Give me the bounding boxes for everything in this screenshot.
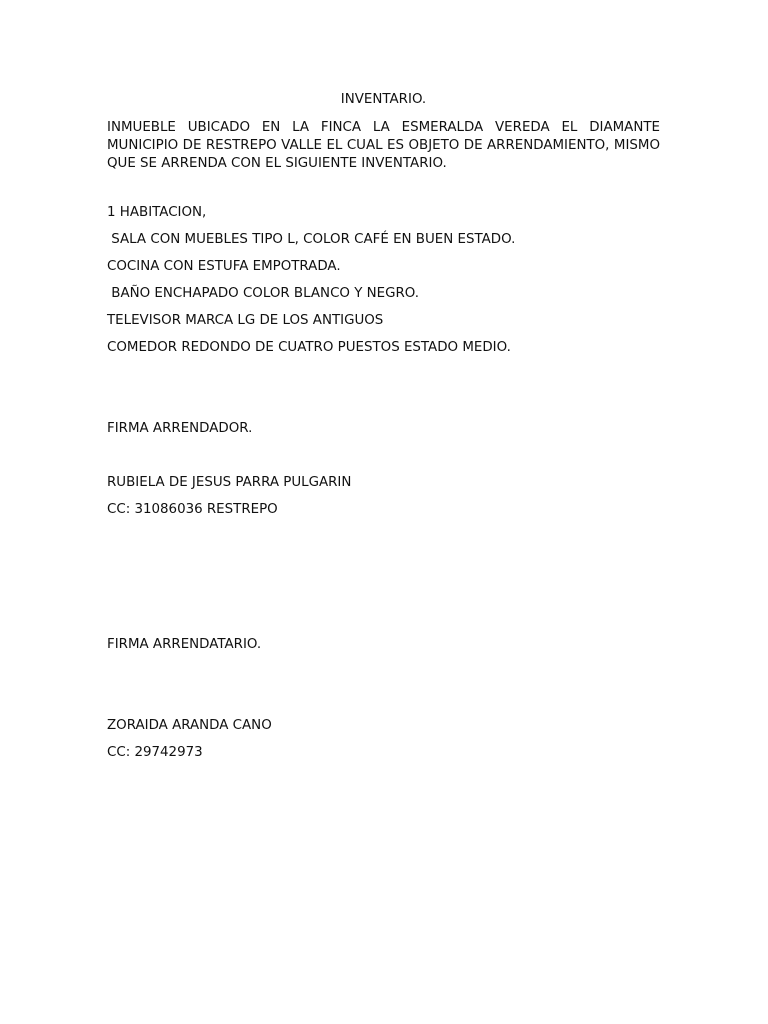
inventory-item: TELEVISOR MARCA LG DE LOS ANTIGUOS: [107, 313, 384, 328]
landlord-name: RUBIELA DE JESUS PARRA PULGARIN: [107, 475, 352, 490]
document-title: INVENTARIO.: [340, 92, 427, 107]
inventory-item: BAÑO ENCHAPADO COLOR BLANCO Y NEGRO.: [107, 286, 420, 301]
document-page: [107, 90, 660, 766]
landlord-id: CC: 31086036 RESTREPO: [107, 502, 278, 517]
tenant-name: ZORAIDA ARANDA CANO: [107, 718, 272, 733]
tenant-signature-block: [107, 631, 660, 766]
inventory-item: SALA CON MUEBLES TIPO L, COLOR CAFÉ EN BUEN ESTADO.: [107, 232, 516, 247]
spacer: [107, 361, 660, 415]
tenant-signature-label: FIRMA ARRENDATARIO.: [107, 637, 262, 652]
tenant-id: CC: 29742973: [107, 745, 203, 760]
inventory-item: 1 HABITACION,: [107, 205, 207, 220]
spacer: [107, 173, 660, 199]
spacer: [107, 523, 660, 631]
inventory-list: [107, 199, 660, 361]
spacer: [107, 442, 660, 469]
spacer: [107, 658, 660, 712]
intro-paragraph: INMUEBLE UBICADO EN LA FINCA LA ESMERALDA VEREDA EL DIAMANTE MUNICIPIO DE RESTREPO VALLE EL CUAL ES OBJETO DE ARRENDAMIENTO, MISMO QUE SE ARRENDA CON EL SIGUIENTE INVENTARIO.: [107, 120, 660, 171]
landlord-signature-label: FIRMA ARRENDADOR.: [107, 421, 253, 436]
inventory-item: COCINA CON ESTUFA EMPOTRADA.: [107, 259, 341, 274]
inventory-item: COMEDOR REDONDO DE CUATRO PUESTOS ESTADO MEDIO.: [107, 340, 511, 355]
landlord-signature-block: [107, 415, 660, 523]
